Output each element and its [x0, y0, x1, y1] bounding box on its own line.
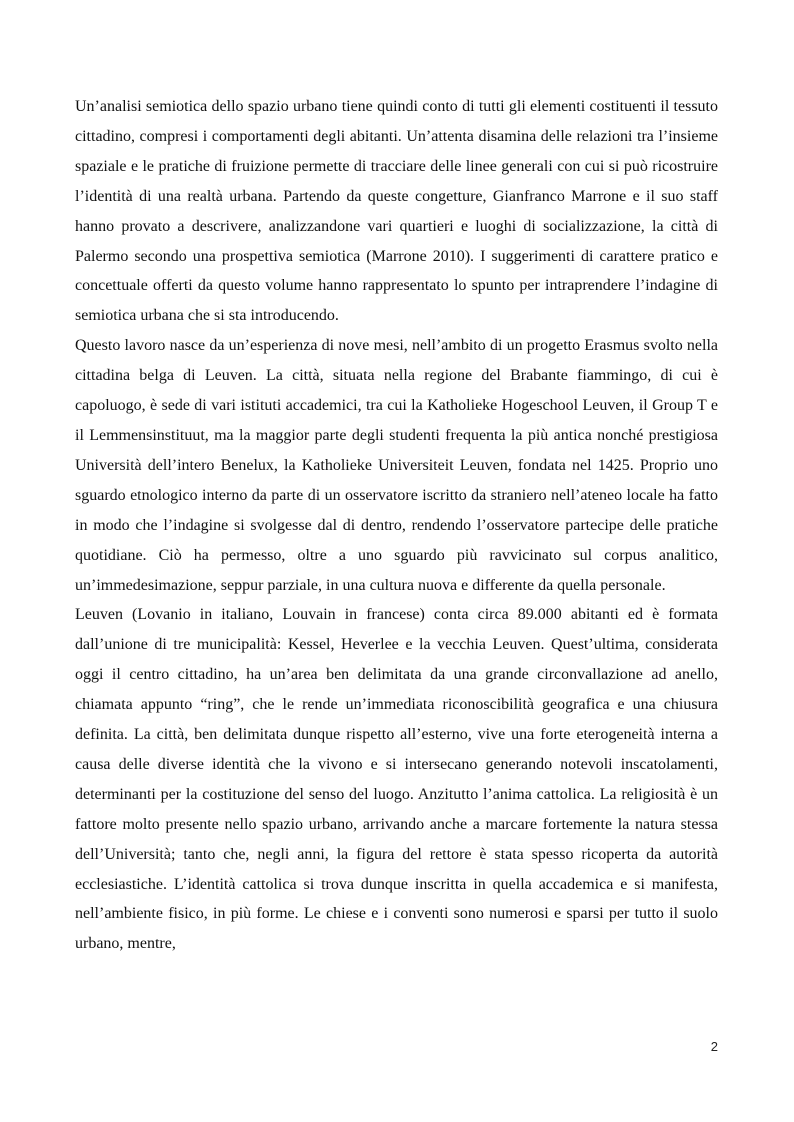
page-number: 2	[710, 1039, 718, 1054]
paragraph-leuven-description: Leuven (Lovanio in italiano, Louvain in francese) conta circa 89.000 abitanti ed è formata dall’unione di tre municipalità: Kessel, Heverlee e la vecchia Leuven. Quest’ultima, considerata oggi il centro cittadino, ha un’area ben delimitata da una grande circonvallazione ad anello, chiamata appunto “ring”, che le rende un’immediata riconoscibilità geografica e una chiusura definita. La città, ben delimitata dunque rispetto all’esterno, vive una forte eterogeneità interna a causa delle diverse identità che la vivono e si intersecano generando notevoli inscatolamenti, determinanti per la costituzione del senso del luogo. Anzitutto l’anima cattolica. La religiosità è un fattore molto presente nello spazio urbano, arrivando anche a marcare fortemente la natura stessa dell’Università; tanto che, negli anni, la figura del rettore è stata spesso ricoperta da autorità ecclesiastiche. L’identità cattolica si trova dunque inscritta in quella accademica e si manifesta, nell’ambiente fisico, in più forme. Le chiese e i conventi sono numerosi e sparsi per tutto il suolo urbano, mentre,	[75, 606, 718, 953]
paragraph-semiotic-analysis: Un’analisi semiotica dello spazio urbano tiene quindi conto di tutti gli elementi costituenti il tessuto cittadino, compresi i comportamenti degli abitanti. Un’attenta disamina delle relazioni tra l’insieme spaziale e le pratiche di fruizione permette di tracciare delle linee generali con cui si può ricostruire l’identità di una realtà urbana. Partendo da queste congetture, Gianfranco Marrone e il suo staff hanno provato a descrivere, analizzandone vari quartieri e luoghi di socializzazione, la città di Palermo secondo una prospettiva semiotica (Marrone 2010). I suggerimenti di carattere pratico e concettuale offerti da questo volume hanno rappresentato lo spunto per intraprendere l’indagine di semiotica urbana che si sta introducendo.	[75, 98, 718, 325]
paragraph-erasmus-experience: Questo lavoro nasce da un’esperienza di nove mesi, nell’ambito di un progetto Erasmus svolto nella cittadina belga di Leuven. La città, situata nella regione del Brabante fiammingo, di cui è capoluogo, è sede di vari istituti accademici, tra cui la Katholieke Hogeschool Leuven, il Group T e il Lemmensinstituut, ma la maggior parte degli studenti frequenta la più antica nonché prestigiosa Università dell’intero Benelux, la Katholieke Universiteit Leuven, fondata nel 1425. Proprio uno sguardo etnologico interno da parte di un osservatore iscritto da straniero nell’ateneo locale ha fatto in modo che l’indagine si svolgesse dal di dentro, rendendo l’osservatore partecipe delle pratiche quotidiane. Ciò ha permesso, oltre a uno sguardo più ravvicinato sul corpus analitico, un’immedesimazione, seppur parziale, in una cultura nuova e differente da quella personale.	[75, 337, 718, 594]
document-body	[75, 92, 718, 959]
